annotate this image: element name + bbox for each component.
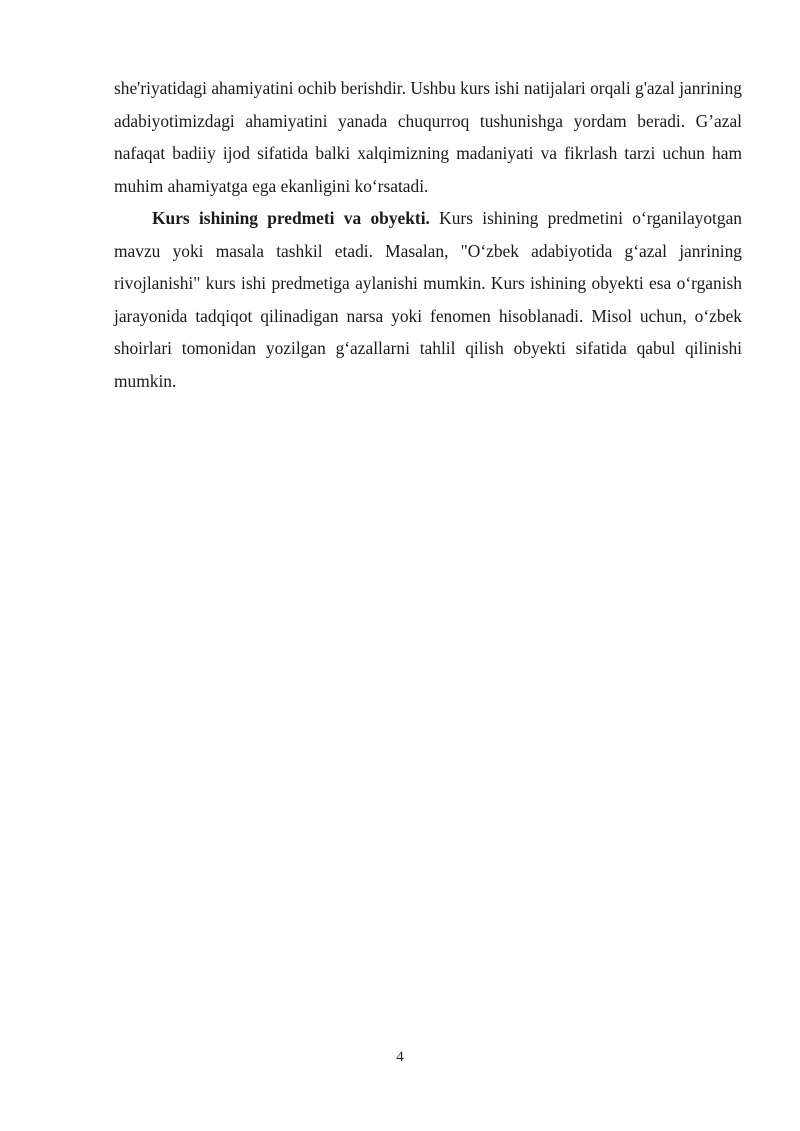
body-text	[114, 72, 742, 397]
page-number: 4	[396, 1049, 404, 1065]
paragraph-continuation: she'riyatidagi ahamiyatini ochib berishdir. Ushbu kurs ishi natijalari orqali g'azal janrining adabiyotimizdagi ahamiyatini yanada chuqurroq tushunishga yordam beradi. G’azal nafaqat badiiy ijod sifatida balki xalqimizning madaniyati va fikrlash tarzi uchun ham muhim ahamiyatga ega ekanligini koʻrsatadi.	[114, 78, 742, 196]
paragraph-heading: Kurs ishining predmeti va obyekti.	[152, 208, 430, 228]
paragraph-body: Kurs ishining predmetini oʻrganilayotgan mavzu yoki masala tashkil etadi. Masalan, "Oʻzbek adabiyotida gʻazal janrining rivojlanishi" kurs ishi predmetiga aylanishi mumkin. Kurs ishining obyekti esa oʻrganish jarayonida tadqiqot qilinadigan narsa yoki fenomen hisoblanadi. Misol uchun, oʻzbek shoirlari tomonidan yozilgan gʻazallarni tahlil qilish obyekti sifatida qabul qilinishi mumkin.	[114, 208, 742, 391]
paragraph-subject-object	[114, 202, 742, 397]
